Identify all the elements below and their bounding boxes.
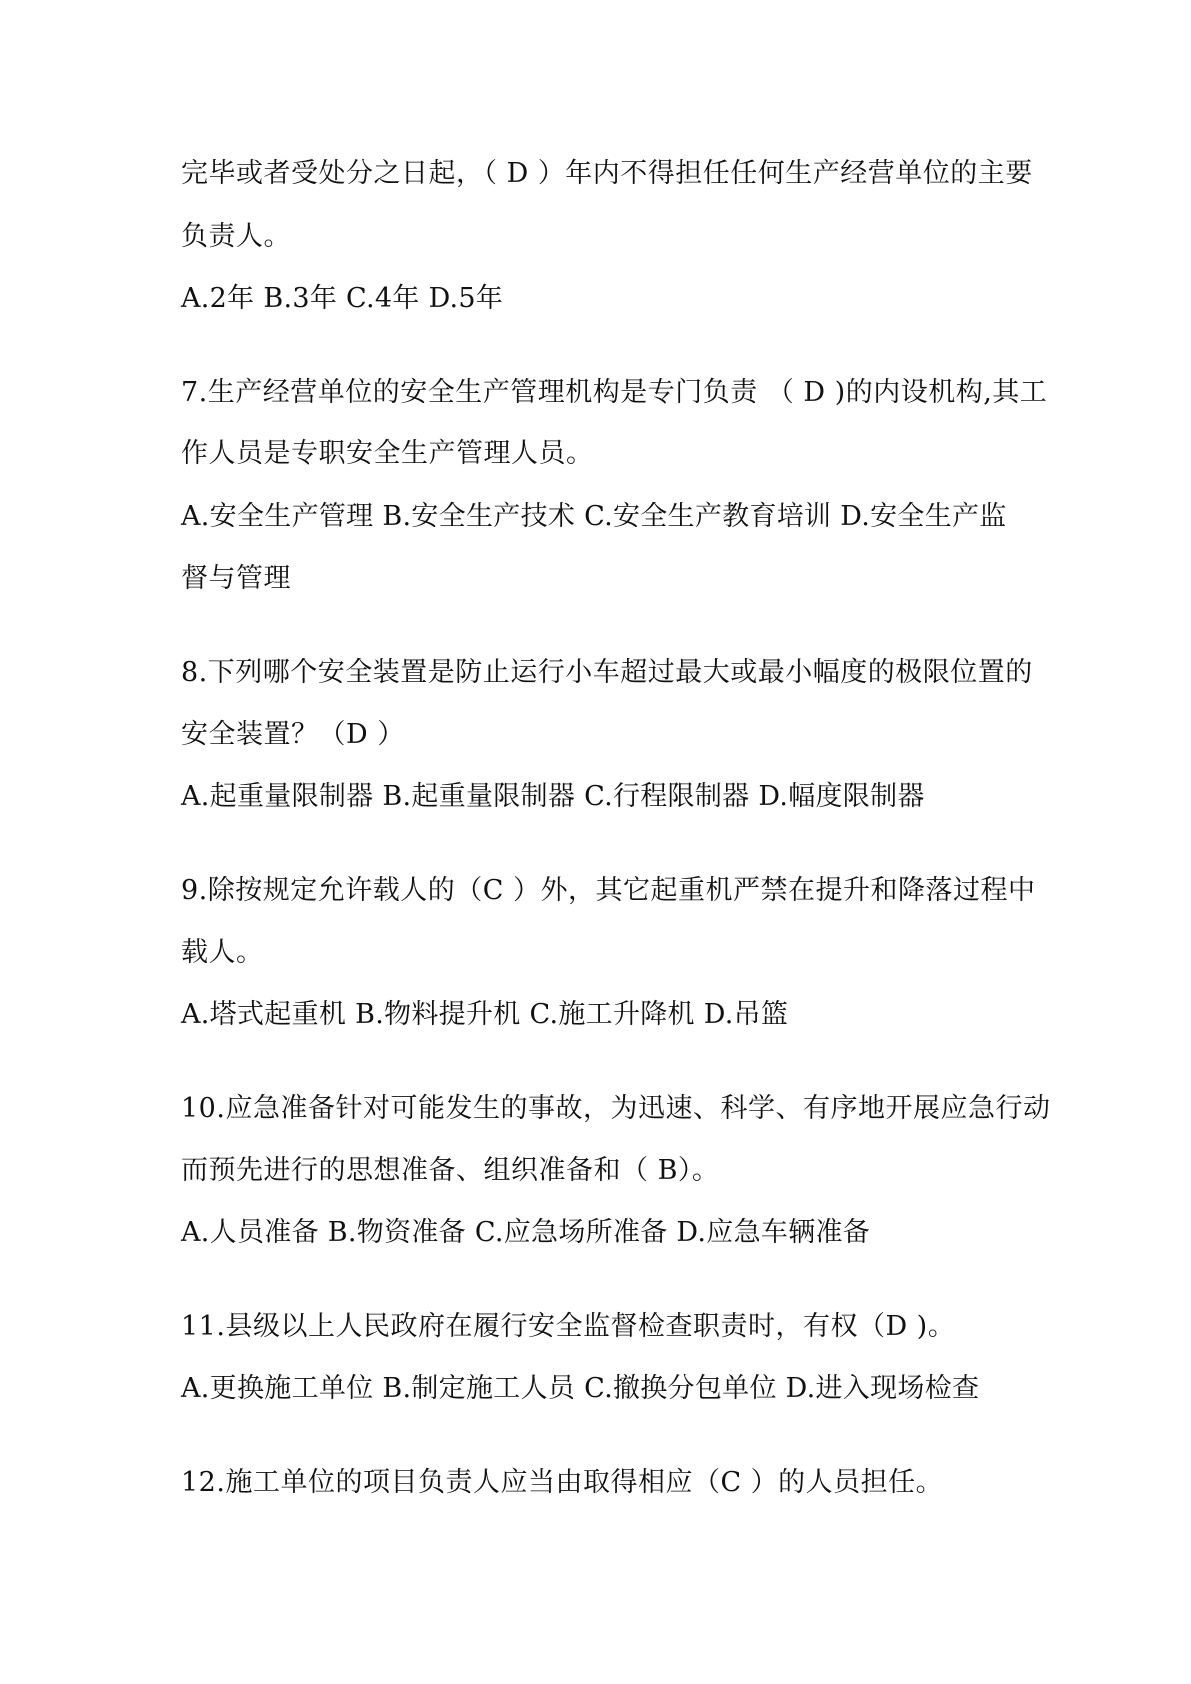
question-11-options: A.更换施工单位 B.制定施工人员 C.撤换分包单位 D.进入现场检查 <box>181 1373 980 1404</box>
question-10-text-line-1: 10.应急准备针对可能发生的事故，为迅速、科学、有序地开展应急行动 <box>181 1093 1051 1124</box>
question-10-options: A.人员准备 B.物资准备 C.应急场所准备 D.应急车辆准备 <box>181 1217 871 1248</box>
question-7-options-line-1: A.安全生产管理 B.安全生产技术 C.安全生产教育培训 D.安全生产监 <box>181 501 1007 532</box>
question-8-text-line-2: 安全装置？（D ） <box>181 719 405 750</box>
question-6-text-line-2: 负责人。 <box>181 221 291 252</box>
question-8-text-line-1: 8.下列哪个安全装置是防止运行小车超过最大或最小幅度的极限位置的 <box>181 657 1033 688</box>
question-9-options: A.塔式起重机 B.物料提升机 C.施工升降机 D.吊篮 <box>181 999 789 1030</box>
question-9-text-line-2: 载人。 <box>181 937 264 968</box>
question-9-text-line-1: 9.除按规定允许载人的（C ）外，其它起重机严禁在提升和降落过程中 <box>181 875 1036 906</box>
question-6-text-line-1: 完毕或者受处分之日起，（ D ）年内不得担任任何生产经营单位的主要 <box>181 158 1033 189</box>
question-7-options-line-2: 督与管理 <box>181 563 291 594</box>
question-8-options: A.起重量限制器 B.起重量限制器 C.行程限制器 D.幅度限制器 <box>181 781 925 812</box>
question-12-text-line-1: 12.施工单位的项目负责人应当由取得相应（C ）的人员担任。 <box>181 1467 944 1498</box>
question-7-text-line-1: 7.生产经营单位的安全生产管理机构是专门负责 （ D )的内设机构,其工 <box>181 377 1048 408</box>
question-10-text-line-2: 而预先进行的思想准备、组织准备和（ B）。 <box>181 1155 720 1186</box>
question-6-options: A.2年 B.3年 C.4年 D.5年 <box>181 283 504 314</box>
question-11-text-line-1: 11.县级以上人民政府在履行安全监督检查职责时，有权（D )。 <box>181 1311 956 1342</box>
question-7-text-line-2: 作人员是专职安全生产管理人员。 <box>181 438 594 469</box>
